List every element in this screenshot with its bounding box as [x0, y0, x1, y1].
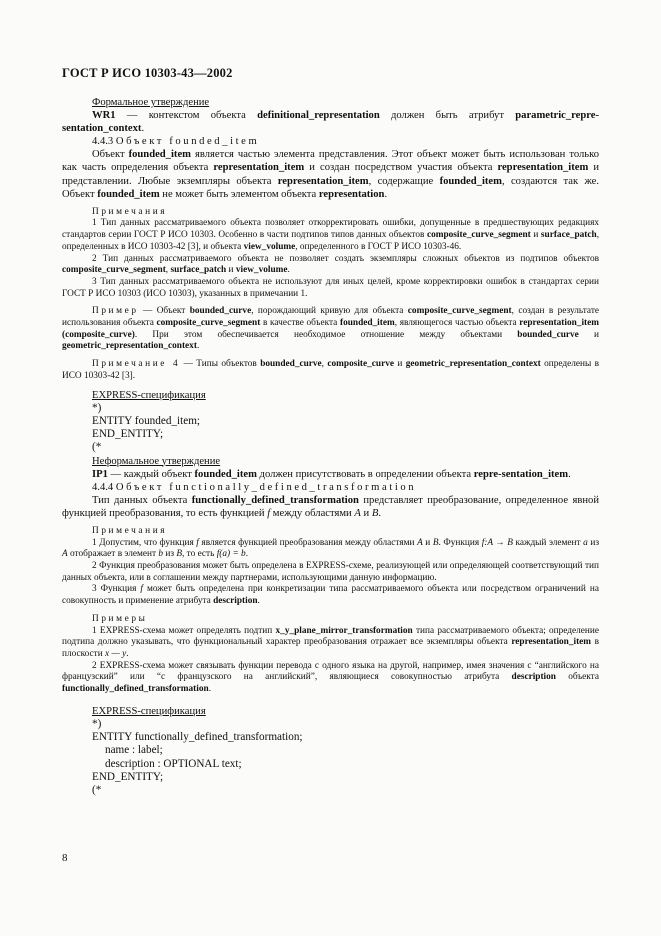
term: view_volume — [235, 265, 288, 276]
example-label: Пример — [92, 306, 139, 317]
text: в качестве объекта — [260, 318, 340, 329]
note-3: 3 Тип данных рассматриваемого объекта не используют для иных целей, кроме корректировки ошибок в стандартах серии ГОСТ Р ИСО 10303 (ИСО 10303), указанных в примечании 1. — [62, 276, 599, 299]
note-1 — [62, 218, 599, 253]
text: является функцией преобразования между областями — [198, 537, 418, 548]
text: каждый элемент — [512, 537, 584, 548]
term: founded_item — [194, 468, 257, 480]
math: A — [62, 549, 68, 560]
math: f(a) = b — [216, 549, 246, 560]
note-label: Примечание 4 — [92, 359, 181, 370]
math: f — [267, 507, 271, 519]
text: и — [530, 230, 541, 241]
text: , порождающий кривую для объекта — [251, 306, 408, 317]
text: , являющегося частью объекта — [394, 318, 520, 329]
math: f:A → B — [481, 537, 513, 548]
text: . — [287, 265, 290, 276]
text: — каждый объект — [107, 468, 195, 480]
note-2: 2 Функция преобразования может быть определена в EXPRESS-схеме, реализующей или определяющей соответствующий тип данных объекта, или в соглашении между партнерами, использующими данную информацию. — [62, 561, 599, 583]
text: 1 Допустим, что функция — [92, 537, 197, 548]
section-number: 4.4.4 — [92, 481, 116, 493]
text: , создан в результате использования объекта — [62, 306, 600, 329]
text: представляет преобразование, определенное явной функцией преобразования, то есть функцией — [62, 494, 599, 519]
express-heading-text: EXPRESS-спецификация — [92, 705, 206, 717]
code-line: ENTITY founded_item; — [92, 414, 201, 427]
code-line: (* — [92, 441, 102, 454]
term: composite_curve_segment — [62, 265, 166, 276]
express-heading-text: EXPRESS-спецификация — [92, 389, 206, 401]
text: , то есть — [182, 549, 217, 560]
informal-statement-heading — [62, 455, 599, 468]
document-header: ГОСТ Р ИСО 10303-43—2002 — [62, 66, 233, 80]
wr1-rule — [62, 109, 599, 135]
text: и — [578, 329, 599, 340]
text: и представлении. Любые экземпляры объекта — [62, 162, 599, 187]
example-paragraph — [62, 306, 599, 353]
code-line: *) — [92, 717, 102, 730]
text: типа рассматриваемого объекта; определение подтипа должно указывать, что функциональный характер преобразования отражает все экземпляры объекта — [62, 625, 600, 648]
term: geometric_representation_context — [405, 359, 541, 370]
text: . — [245, 549, 249, 560]
text: , — [165, 265, 171, 276]
text: может быть определена при конкретизации типа рассматриваемого объекта или посредством ограничений на совокупность и применение атрибута — [62, 584, 599, 607]
notes-title: Примечания — [92, 525, 168, 536]
informal-heading-text: Неформальное утверждение — [92, 455, 221, 467]
term: composite_curve_segment — [156, 318, 261, 329]
text: должен быть атрибут — [379, 110, 516, 122]
code-line: ENTITY functionally_defined_transformation; — [92, 731, 303, 744]
text: , — [321, 359, 328, 370]
note-2 — [62, 254, 599, 277]
ip1-rule — [62, 468, 599, 481]
term: definitional_representation — [257, 110, 380, 122]
text: и — [394, 359, 406, 370]
text: , содержащие — [368, 175, 440, 187]
note-1 — [62, 538, 599, 561]
term: description — [213, 596, 258, 607]
term: surface_patch — [540, 230, 597, 241]
text: — Типы объектов — [180, 359, 261, 370]
math: A — [354, 507, 361, 519]
text: 1 Тип данных рассматриваемого объекта позволяет откорректировать ошибки, допущенные в предшествующих редакциях стандартов серии ГОСТ Р ИСО 10303. Особенно в части подтипов типов данных объектов — [62, 218, 599, 241]
term: functionally_defined_transformation — [191, 494, 359, 506]
notes-block-2 — [62, 526, 599, 696]
text: . — [378, 507, 381, 519]
text: . — [126, 649, 129, 659]
term: bounded_curve — [260, 359, 322, 370]
text: . — [208, 684, 212, 695]
term: founded_item — [97, 188, 160, 200]
note-4 — [62, 359, 599, 382]
text: является частью элемента представления. Этот объект может быть использован только как часть определения объекта — [62, 149, 599, 174]
example-1 — [62, 626, 599, 661]
paragraph-4-4-3 — [62, 148, 599, 200]
text: не может быть элементом объекта — [159, 188, 319, 200]
code-line: END_ENTITY; — [92, 428, 164, 441]
term: view_volume — [243, 241, 296, 252]
term: geometric_representation_context — [62, 341, 197, 352]
text: 3 Функция — [92, 584, 141, 595]
text: . — [568, 468, 571, 480]
term: description — [511, 672, 556, 683]
text: 2 Тип данных рассматриваемого объекта не позволяет создать экземпляры сложных объектов из подтипов объектов — [92, 253, 599, 264]
term: representation_item (composite_curve) — [62, 318, 599, 340]
text: в плоскости — [62, 637, 600, 659]
page-number: 8 — [62, 852, 68, 864]
formal-heading-text: Формальное утверждение — [92, 97, 210, 108]
note-3 — [62, 584, 599, 607]
math: x — y — [105, 649, 127, 659]
paragraph-4-4-4 — [62, 494, 599, 520]
text: . Функция — [438, 537, 482, 548]
text: 2 EXPRESS-схема может связывать функции перевода с одного языка на другой, например, имея значения с “английского на французский” или “с французского на английский”, являющиеся совокупностью атрибута — [62, 660, 599, 683]
term: x_y_plane_mirror_transformation — [275, 625, 413, 636]
term: functionally_defined_transformation — [62, 684, 209, 695]
text: . — [384, 188, 388, 200]
term: composite_curve_segment — [426, 230, 531, 241]
text: , определенного в ГОСТ Р ИСО 10303-46. — [295, 241, 462, 252]
code-line: description : OPTIONAL text; — [105, 757, 242, 770]
text: и — [422, 537, 433, 548]
text: Объект — [92, 149, 129, 161]
term: founded_item — [128, 149, 191, 161]
text: из — [163, 549, 177, 560]
math: f — [196, 537, 199, 548]
code-line: *) — [92, 401, 102, 414]
text: , создаются так же. Объект — [62, 175, 599, 200]
term: representation_item — [511, 637, 592, 648]
section-title: Объект founded_item — [115, 136, 260, 148]
code-block-1 — [62, 402, 599, 455]
section-number: 4.4.3 — [92, 136, 116, 148]
text: и — [360, 507, 372, 519]
code-block-2 — [62, 718, 599, 797]
term: representation_item — [213, 162, 305, 174]
code-line: (* — [92, 783, 102, 796]
text: должен присутствовать в определении объекта — [256, 468, 474, 480]
code-line: name : label; — [105, 744, 163, 757]
notes-block-1 — [62, 207, 599, 383]
term: founded_item — [339, 318, 395, 329]
text: . При этом обеспечивается необходимое отношение между объектами — [134, 329, 518, 340]
ip1-label: IP1 — [92, 468, 108, 480]
text: Тип данных объекта — [92, 494, 192, 506]
text: и — [226, 265, 236, 276]
text: и создан посредством участия объекта — [304, 162, 498, 174]
term: representation_item — [277, 175, 369, 187]
term: composite_curve — [327, 359, 394, 370]
text: определены в ИСО 10303-42 [3]. — [62, 359, 599, 381]
text: 1 EXPRESS-схема может определять подтип — [92, 625, 276, 636]
text: . — [196, 341, 200, 352]
express-spec-heading-2 — [62, 705, 599, 718]
term: founded_item — [439, 175, 502, 187]
text: — Объект — [138, 306, 190, 317]
text: — контекстом объекта — [115, 110, 258, 122]
example-2 — [62, 661, 599, 696]
text: между областями — [270, 507, 355, 519]
text: отображает в элемент — [67, 549, 159, 560]
term: surface_patch — [170, 265, 227, 276]
term: bounded_curve — [189, 306, 252, 317]
term: bounded_curve — [517, 329, 579, 340]
code-line: END_ENTITY; — [92, 770, 164, 783]
section-4-4-3-heading — [62, 135, 599, 148]
term: parametric_repre-sentation_context — [62, 110, 599, 135]
math: f — [140, 584, 143, 595]
text: из — [587, 537, 600, 548]
section-4-4-4-heading — [62, 481, 599, 494]
formal-statement-heading — [62, 96, 599, 109]
spacer — [62, 696, 599, 705]
notes-title: Примечания — [92, 206, 168, 217]
express-spec-heading-1 — [62, 389, 599, 402]
math: B — [371, 507, 379, 519]
wr1-label: WR1 — [92, 110, 116, 122]
text: . — [257, 596, 260, 607]
text: , определенных в ИСО 10303-42 [3], и объекта — [62, 230, 600, 252]
examples-title: Примеры — [92, 613, 148, 624]
term: representation_item — [497, 162, 589, 174]
math: A — [417, 537, 423, 548]
section-title: Объект functionally_defined_transformation — [115, 481, 417, 493]
math: B — [176, 549, 183, 560]
term: repre-sentation_item — [473, 468, 569, 480]
page-content — [62, 96, 599, 797]
math: b — [158, 549, 164, 560]
text: объекта — [555, 672, 599, 683]
term: composite_curve_segment — [407, 306, 512, 317]
term: representation — [318, 188, 385, 200]
math: B — [432, 537, 439, 548]
text: . — [141, 123, 145, 135]
math: a — [583, 537, 588, 548]
